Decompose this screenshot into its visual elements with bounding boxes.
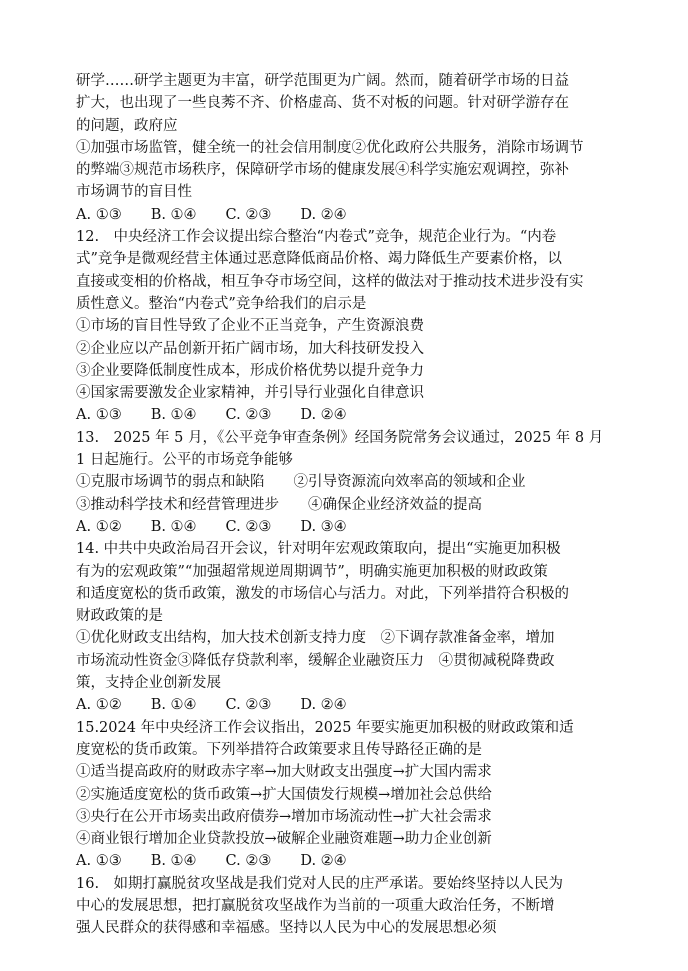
text-line: 的弊端③规范市场秩序，保障研学市场的健康发展④科学实施宏观调控，弥补 [76, 162, 569, 179]
text-line: 的问题，政府应 [76, 117, 178, 134]
question-13: 13. 2025 年 5 月，《公平竞争审查条例》经国务院常务会议通过，2025 年 8 月 [76, 429, 604, 446]
text-line: 度宽松的货币政策。下列举措符合政策要求且传导路径正确的是 [76, 741, 482, 758]
text-line: ③推动科学技术和经营管理进步 ④确保企业经济效益的提高 [76, 496, 482, 513]
answer-options: A. ①③ B. ①④ C. ②③ D. ②④ [76, 206, 347, 223]
exam-page [76, 70, 616, 940]
text-line: ④国家需要激发企业家精神，并引导行业强化自律意识 [76, 385, 424, 402]
text-line: ①市场的盲目性导致了企业不正当竞争，产生资源浪费 [76, 318, 424, 335]
text-line: ④商业银行增加企业贷款投放→破解企业融资难题→助力企业创新 [76, 831, 492, 848]
text-line: 有为的宏观政策”“加强超常规逆周期调节”，明确实施更加积极的财政政策 [76, 563, 548, 580]
text-line: 研学……研学主题更为丰富，研学范围更为广阔。然而，随着研学市场的日益 [76, 73, 569, 89]
answer-options: A. ①③ B. ①④ C. ②③ D. ②④ [76, 853, 347, 870]
question-15: 15.2024 年中央经济工作会议指出，2025 年要实施更加积极的财政政策和适 [76, 719, 574, 736]
text-line: 扩大，也出现了一些良莠不齐、价格虚高、货不对板的问题。针对研学游存在 [76, 95, 569, 112]
text-line: 市场流动性资金③降低存贷款利率，缓解企业融资压力 ④贯彻减税降费政 [76, 652, 555, 669]
question-16: 16. 如期打赢脱贫攻坚战是我们党对人民的庄严承诺。要始终坚持以人民为 [76, 875, 564, 892]
text-line: ③央行在公开市场卖出政府债券→增加市场流动性→扩大社会需求 [76, 808, 492, 825]
answer-options: A. ①② B. ①④ C. ②③ D. ②④ [76, 697, 347, 714]
question-12: 12. 中央经济工作会议提出综合整治“内卷式”竞争，规范企业行为。“内卷 [76, 229, 557, 246]
text-line: 直接或变相的价格战，相互争夺市场空间，这样的做法对于推动技术进步没有实 [76, 273, 584, 290]
text-line: 1 日起施行。公平的市场竞争能够 [76, 452, 293, 469]
text-line: 质性意义。整治“内卷式”竞争给我们的启示是 [76, 295, 367, 312]
text-line: ①克服市场调节的弱点和缺陷 ②引导资源流向效率高的领域和企业 [76, 474, 526, 491]
text-line: 强人民群众的获得感和幸福感。坚持以人民为中心的发展思想必须 [76, 920, 497, 937]
text-line: 市场调节的盲目性 [76, 184, 192, 201]
text-line: ②实施适度宽松的货币政策→扩大国债发行规模→增加社会总供给 [76, 786, 492, 803]
text-line: ②企业应以产品创新开拓广阔市场，加大科技研发投入 [76, 340, 424, 357]
question-14: 14. 中共中央政治局召开会议，针对明年宏观政策取向，提出“实施更加积极 [76, 541, 561, 558]
text-line: ①适当提高政府的财政赤字率→加大财政支出强度→扩大国内需求 [76, 764, 492, 781]
answer-options: A. ①② B. ①④ C. ②③ D. ③④ [76, 518, 347, 535]
text-line: ①加强市场监管，健全统一的社会信用制度②优化政府公共服务，消除市场调节 [76, 139, 584, 156]
text-line: 和适度宽松的货币政策，激发的市场信心与活力。对此，下列举措符合积极的 [76, 585, 569, 602]
text-line: ①优化财政支出结构，加大技术创新支持力度 ②下调存款准备金率，增加 [76, 630, 555, 647]
text-line: 中心的发展思想，把打赢脱贫攻坚战作为当前的一项重大政治任务，不断增 [76, 897, 555, 914]
text-line: 财政政策的是 [76, 608, 163, 625]
text-line: 策，支持企业创新发展 [76, 675, 221, 692]
text-line: 式”竞争是微观经营主体通过恶意降低商品价格、竭力降低生产要素价格，以 [76, 251, 562, 268]
text-line: ③企业要降低制度性成本，形成价格优势以提升竞争力 [76, 362, 424, 379]
answer-options: A. ①③ B. ①④ C. ②③ D. ②④ [76, 407, 347, 424]
